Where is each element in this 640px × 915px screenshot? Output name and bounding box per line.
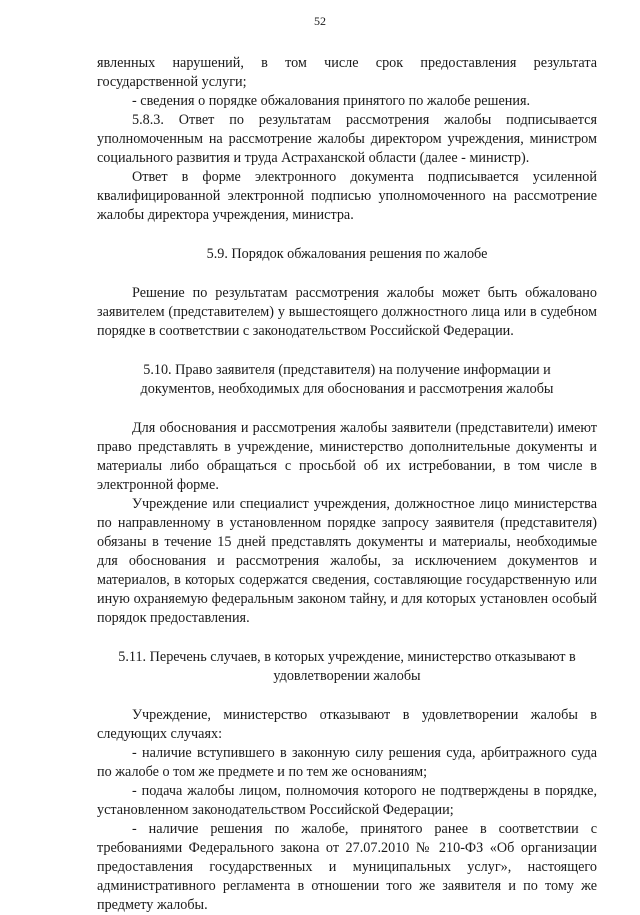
paragraph: явленных нарушений, в том числе срок предоставления результата государственной услуги; <box>97 55 597 90</box>
page-number: 52 <box>314 14 326 28</box>
paragraph-5-8-3: 5.8.3. Ответ по результатам рассмотрения жалобы подписывается уполномоченным на рассмотрение жалобы директором учреждения, министром социального развития и труда Астраханской области (далее - министр). <box>97 112 597 166</box>
paragraph: Учреждение или специалист учреждения, должностное лицо министерства по направленному в установленном порядке запросу заявителя (представителя) обязаны в течение 15 дней представлять документы и материалы, необходимые для обоснования и рассмотрения жалобы, за исключением документов и материалов, в которых содержатся сведения, составляющие государственную или иную охраняемую федеральным законом тайну, и для которых установлен особый порядок предоставления. <box>97 496 597 626</box>
list-item: - подача жалобы лицом, полномочия которого не подтверждены в порядке, установленном законодательством Российской Федерации; <box>97 783 597 818</box>
paragraph: Ответ в форме электронного документа подписывается усиленной квалифицированной электронной подписью уполномоченного на рассмотрение жалобы директора учреждения, министра. <box>97 169 597 223</box>
list-item: - наличие решения по жалобе, принятого ранее в соответствии с требованиями Федерального закона от 27.07.2010 № 210-ФЗ «Об организации предоставления государственных и муниципальных услуг», настоящего административного регламента в отношении того же заявителя и по тому же предмету жалобы. <box>97 821 597 913</box>
section-heading-5-11: 5.11. Перечень случаев, в которых учреждение, министерство отказывают в удовлетворении жалобы <box>118 649 576 684</box>
paragraph: - сведения о порядке обжалования принятого по жалобе решения. <box>132 93 531 109</box>
document-body <box>97 54 597 915</box>
section-heading-5-10: 5.10. Право заявителя (представителя) на получение информации и документов, необходимых для обоснования и рассмотрения жалобы <box>140 362 554 397</box>
paragraph: Решение по результатам рассмотрения жалобы может быть обжаловано заявителем (представителем) у вышестоящего должностного лица или в судебном порядке в соответствии с законодательством Российской Федерации. <box>97 285 597 339</box>
list-item: - наличие вступившего в законную силу решения суда, арбитражного суда по жалобе о том же предмете и по тем же основаниям; <box>97 745 597 780</box>
paragraph: Для обоснования и рассмотрения жалобы заявители (представители) имеют право представлять в учреждение, министерство дополнительные документы и материалы либо обращаться с просьбой об их истребовании, в том числе в электронной форме. <box>97 420 597 493</box>
paragraph: Учреждение, министерство отказывают в удовлетворении жалобы в следующих случаях: <box>97 707 597 742</box>
section-heading-5-9: 5.9. Порядок обжалования решения по жалобе <box>206 246 488 262</box>
